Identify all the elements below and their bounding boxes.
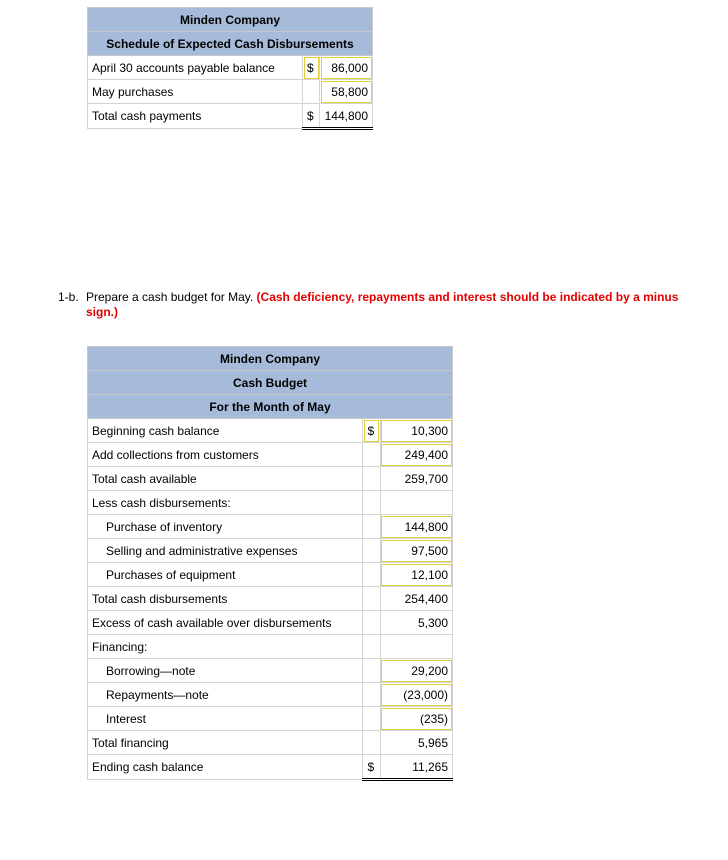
budget-period: For the Month of May: [88, 395, 453, 419]
question-text: [86, 290, 686, 320]
total-amount: 11,265: [380, 755, 452, 780]
budget-title: Minden Company: [88, 347, 453, 371]
currency-cell: [303, 80, 320, 104]
currency-cell: $: [303, 104, 320, 129]
row-label: Total cash payments: [88, 104, 303, 129]
table-row: [88, 539, 453, 563]
row-label: Selling and administrative expenses: [88, 539, 363, 563]
amount-input[interactable]: 97,500: [380, 539, 452, 563]
row-label: Purchases of equipment: [88, 563, 363, 587]
row-label: Less cash disbursements:: [88, 491, 363, 515]
amount-cell: 5,300: [380, 611, 452, 635]
amount-input[interactable]: 86,000: [320, 56, 373, 80]
table-row: [88, 515, 453, 539]
disbursements-schedule-table: [87, 7, 373, 130]
amount-input[interactable]: (235): [380, 707, 452, 731]
row-label: Add collections from customers: [88, 443, 363, 467]
row-label: Beginning cash balance: [88, 419, 363, 443]
amount-cell: 254,400: [380, 587, 452, 611]
currency-cell: [363, 467, 380, 491]
table-row: [88, 419, 453, 443]
table-row: [88, 611, 453, 635]
currency-cell: [363, 587, 380, 611]
table-row: [88, 659, 453, 683]
table-row: [88, 755, 453, 780]
table-row: [88, 56, 373, 80]
amount-cell: 5,965: [380, 731, 452, 755]
question-number: 1-b.: [58, 290, 79, 304]
cash-budget-table: [87, 346, 453, 781]
currency-cell: [363, 707, 380, 731]
amount-input[interactable]: 249,400: [380, 443, 452, 467]
currency-cell: [363, 515, 380, 539]
currency-cell: [363, 563, 380, 587]
amount-input[interactable]: (23,000): [380, 683, 452, 707]
row-label: Ending cash balance: [88, 755, 363, 780]
table-row: [88, 491, 453, 515]
amount-cell: 259,700: [380, 467, 452, 491]
currency-cell: [363, 491, 380, 515]
row-label: Excess of cash available over disbursements: [88, 611, 363, 635]
amount-input[interactable]: 58,800: [320, 80, 373, 104]
table-row: [88, 587, 453, 611]
table-row: [88, 443, 453, 467]
row-label: Total financing: [88, 731, 363, 755]
amount-input[interactable]: 29,200: [380, 659, 452, 683]
row-label: May purchases: [88, 80, 303, 104]
currency-cell: $: [363, 755, 380, 780]
question-instruction: Prepare a cash budget for May.: [86, 290, 254, 304]
row-label: Repayments—note: [88, 683, 363, 707]
amount-input[interactable]: 144,800: [380, 515, 452, 539]
table-row: [88, 635, 453, 659]
row-label: Borrowing—note: [88, 659, 363, 683]
currency-input[interactable]: $: [303, 56, 320, 80]
table-row: [88, 683, 453, 707]
currency-cell: [363, 635, 380, 659]
table-row: [88, 80, 373, 104]
currency-input[interactable]: $: [363, 419, 380, 443]
row-label: Purchase of inventory: [88, 515, 363, 539]
currency-cell: [363, 611, 380, 635]
table-row: [88, 707, 453, 731]
row-label: April 30 accounts payable balance: [88, 56, 303, 80]
amount-cell: [380, 635, 452, 659]
table-row: [88, 731, 453, 755]
amount-input[interactable]: 10,300: [380, 419, 452, 443]
row-label: Total cash available: [88, 467, 363, 491]
currency-cell: [363, 683, 380, 707]
schedule-title: Minden Company: [88, 8, 373, 32]
amount-input[interactable]: 12,100: [380, 563, 452, 587]
amount-cell: [380, 491, 452, 515]
table-row: [88, 104, 373, 129]
table-row: [88, 563, 453, 587]
currency-cell: [363, 539, 380, 563]
schedule-subtitle: Schedule of Expected Cash Disbursements: [88, 32, 373, 56]
row-label: Interest: [88, 707, 363, 731]
question-note: (Cash deficiency, repayments and interest should be indicated by a minus sign.): [86, 290, 679, 319]
total-amount: 144,800: [320, 104, 373, 129]
budget-subtitle: Cash Budget: [88, 371, 453, 395]
row-label: Financing:: [88, 635, 363, 659]
row-label: Total cash disbursements: [88, 587, 363, 611]
currency-cell: [363, 731, 380, 755]
table-row: [88, 467, 453, 491]
currency-cell: [363, 659, 380, 683]
currency-cell: [363, 443, 380, 467]
